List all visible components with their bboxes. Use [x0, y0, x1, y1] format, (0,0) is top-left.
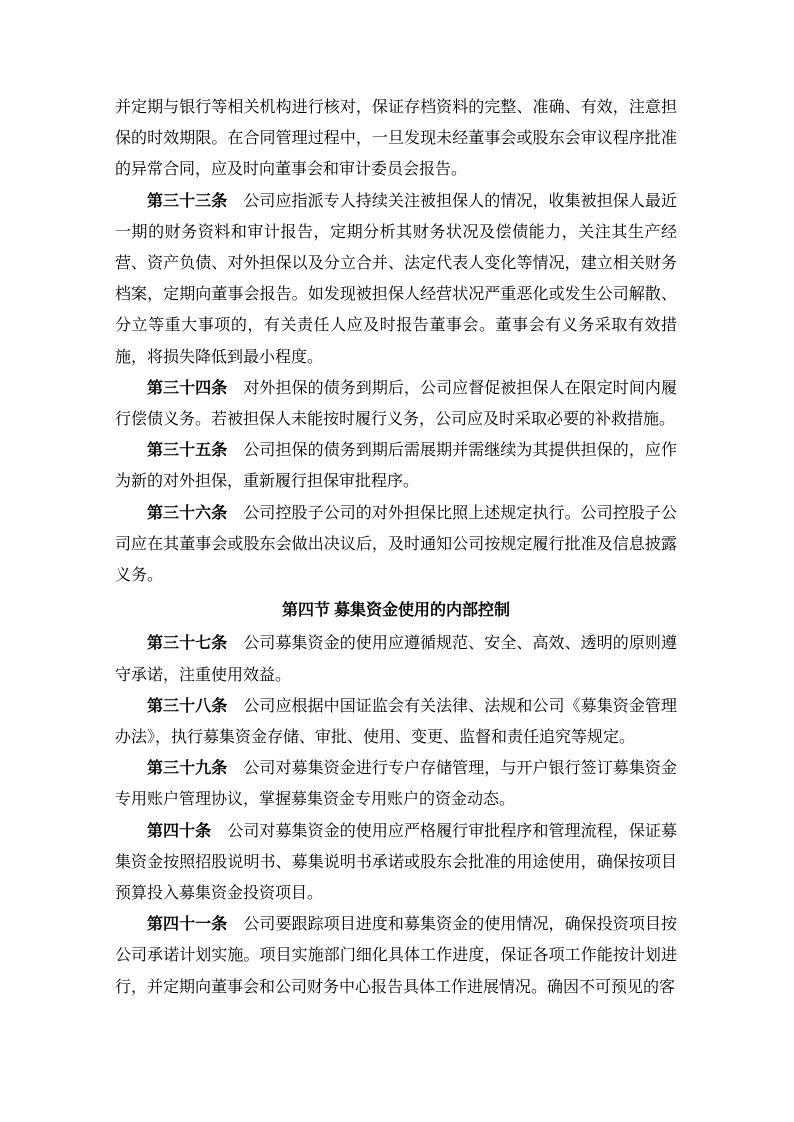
article-number: 第三十四条	[147, 379, 228, 397]
paragraph-text: 公司担保的债务到期后需展期并需继续为其提供担保的，应作为新的对外担保，重新履行担保审批程序。	[115, 442, 677, 491]
article-paragraph	[115, 373, 677, 435]
continuation-paragraph	[115, 92, 677, 186]
article-paragraph	[115, 816, 677, 910]
paragraph-text: 公司对募集资金的使用应严格履行审批程序和管理流程，保证募集资金按照招股说明书、募集说明书承诺或股东会批准的用途使用，确保按项目预算投入募集资金投资项目。	[115, 822, 677, 903]
article-number: 第三十六条	[147, 504, 228, 522]
paragraph-text: 公司控股子公司的对外担保比照上述规定执行。公司控股子公司应在其董事会或股东会做出决议后，及时通知公司按规定履行批准及信息披露义务。	[115, 504, 677, 585]
paragraph-text: 公司应根据中国证监会有关法律、法规和公司《募集资金管理办法》，执行募集资金存储、审批、使用、变更、监督和责任追究等规定。	[115, 697, 677, 747]
article-number: 第四十一条	[147, 916, 228, 934]
paragraph-text: 公司募集资金的使用应遵循规范、安全、高效、透明的原则遵守承诺，注重使用效益。	[115, 635, 677, 684]
section-heading: 第四节 募集资金使用的内部控制	[281, 602, 510, 620]
article-paragraph	[115, 435, 677, 497]
article-paragraph	[115, 186, 677, 373]
paragraph-text: 公司应指派专人持续关注被担保人的情况，收集被担保人最近一期的财务资料和审计报告，定期分析其财务状况及偿债能力，关注其生产经营、资产负债、对外担保以及分立合并、法定代表人变化等情况，建立相关财务档案，定期向董事会报告。如发现被担保人经营状况严重恶化或发生公司解散、分立等重大事项的，有关责任人应及时报告董事会。董事会有义务采取有效措施，将损失降低到最小程度。	[115, 192, 677, 366]
article-paragraph	[115, 498, 677, 592]
article-number: 第四十条	[147, 822, 212, 840]
article-number: 第三十七条	[147, 635, 228, 653]
article-number: 第三十九条	[147, 760, 228, 778]
document-body	[115, 92, 677, 1003]
article-number: 第三十八条	[147, 697, 228, 715]
article-paragraph	[115, 691, 677, 753]
paragraph-text: 公司要跟踪项目进度和募集资金的使用情况，确保投资项目按公司承诺计划实施。项目实施部门细化具体工作进度，保证各项工作能按计划进行，并定期向董事会和公司财务中心报告具体工作进展情况。确因不可预见的客	[115, 916, 677, 996]
paragraph-text: 公司对募集资金进行专户存储管理，与开户银行签订募集资金专用账户管理协议，掌握募集资金专用账户的资金动态。	[115, 760, 677, 809]
paragraph-text: 对外担保的债务到期后，公司应督促被担保人在限定时间内履行偿债义务。若被担保人未能按时履行义务，公司应及时采取必要的补救措施。	[115, 379, 677, 429]
article-number: 第三十五条	[147, 442, 228, 460]
article-number: 第三十三条	[147, 192, 228, 210]
article-paragraph	[115, 753, 677, 815]
article-paragraph	[115, 628, 677, 690]
paragraph-text: 并定期与银行等相关机构进行核对，保证存档资料的完整、准确、有效，注意担保的时效期限。在合同管理过程中，一旦发现未经董事会或股东会审议程序批准的异常合同，应及时向董事会和审计委员会报告。	[115, 99, 677, 179]
article-paragraph	[115, 909, 677, 1003]
